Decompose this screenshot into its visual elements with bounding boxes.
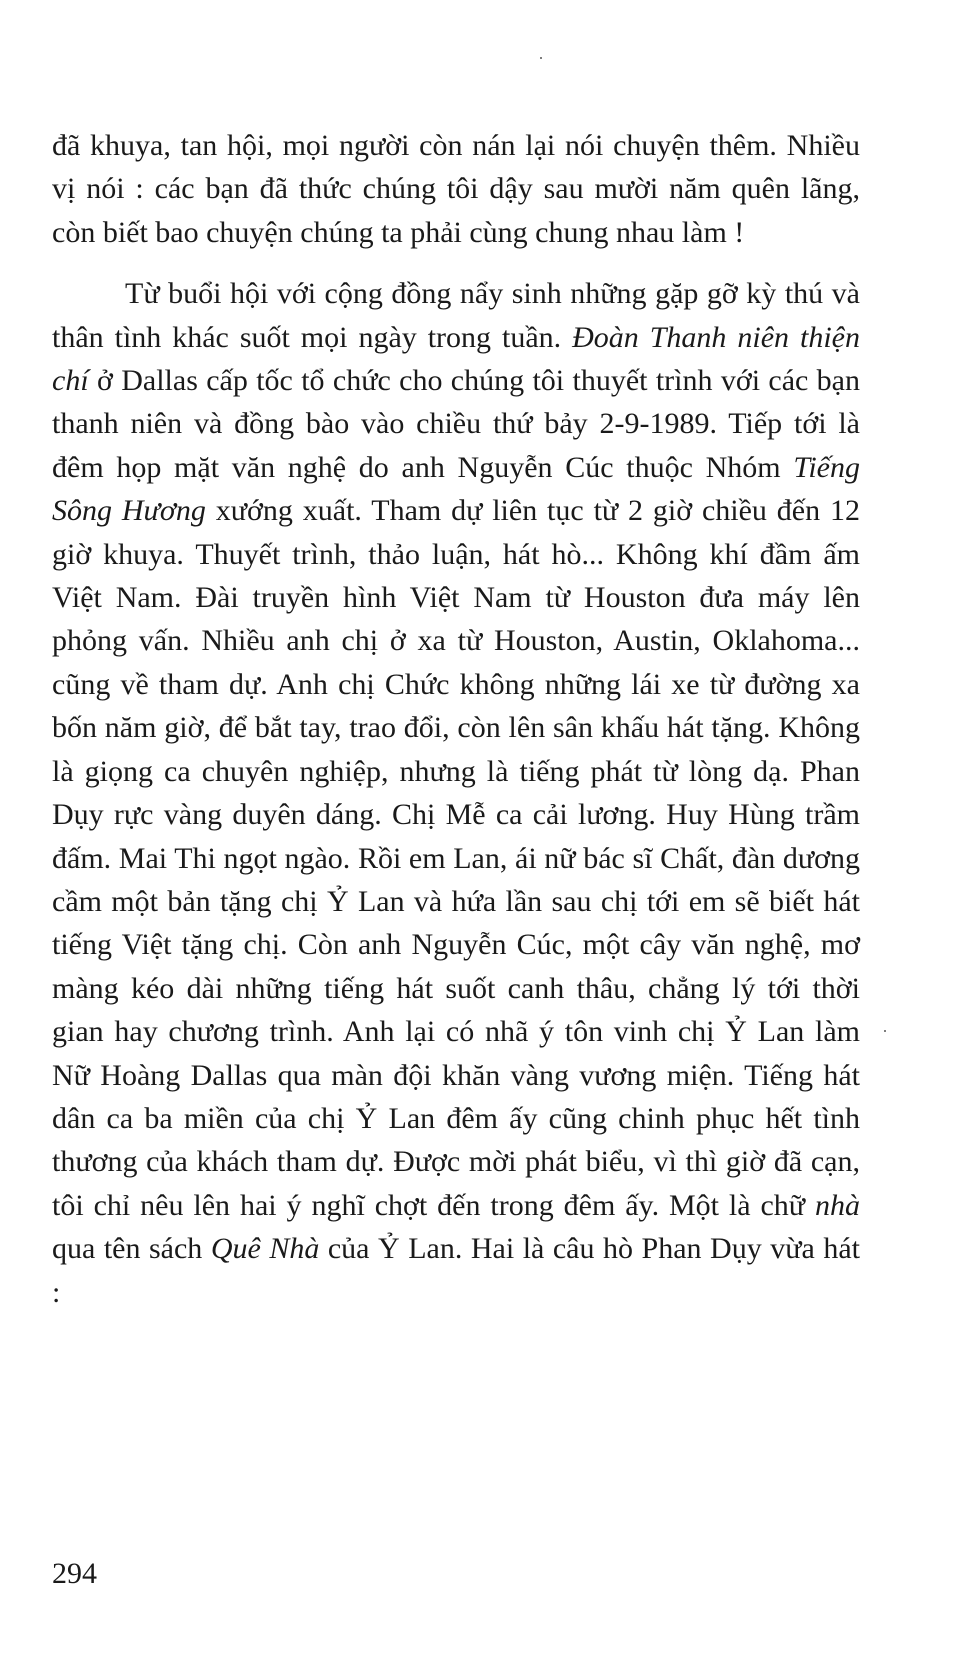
text-segment: qua tên sách: [52, 1232, 211, 1266]
scan-speck: [540, 57, 542, 59]
text-segment: Từ buổi hội với cộng đồng nẩy sinh những gặp gỡ kỳ thú và thân tình khác suốt mọi ngày trong tuần.: [52, 277, 860, 354]
italic-word: nhà: [815, 1188, 860, 1222]
text-segment: xướng xuất. Tham dự liên tục từ 2 giờ chiều đến 12 giờ khuya. Thuyết trình, thảo luận, hát hò... Không khí đầm ấm Việt Nam. Đài truyền hình Việt Nam từ Houston đưa máy lên phỏng vấn. Nhiều anh chị ở xa từ Houston, Austin, Oklahoma... cũng về tham dự. Anh chị Chức không những lái xe từ đường xa bốn năm giờ, để bắt tay, trao đổi, còn lên sân khấu hát tặng. Không là giọng ca chuyên nghiệp, nhưng là tiếng phát từ lòng dạ. Phan Dụy rực vàng duyên dáng. Chị Mễ ca cải lương. Huy Hùng trầm đấm. Mai Thi ngọt ngào. Rồi em Lan, ái nữ bác sĩ Chất, đàn dương cầm một bản tặng chị Ỷ Lan và hứa lần sau chị tới em sẽ biết hát tiếng Việt tặng chị. Còn anh Nguyễn Cúc, một cây văn nghệ, mơ màng kéo dài những tiếng hát suốt canh thâu, chẳng lý tới thời gian hay chương trình. Anh lại có nhã ý tôn vinh chị Ỷ Lan làm Nữ Hoàng Dallas qua màn đội khăn vàng vương miện. Tiếng hát dân ca ba miền của chị Ỷ Lan đêm ấy cũng chinh phục hết tình thương của khách tham dự. Được mời phát biểu, vì thì giờ đã cạn, tôi chỉ nêu lên hai ý nghĩ chợt đến trong đêm ấy. Một là chữ: [52, 494, 860, 1222]
italic-title: Quê Nhà: [210, 1232, 320, 1266]
body-text: [52, 124, 860, 1314]
paragraph: [52, 124, 860, 254]
paragraph: [52, 272, 860, 1314]
page-number: 294: [52, 1557, 97, 1590]
text-segment: đã khuya, tan hội, mọi người còn nán lại nói chuyện thêm. Nhiều vị nói : các bạn đã thức chúng tôi dậy sau mười năm quên lãng, còn biết bao chuyện chúng ta phải cùng chung nhau làm !: [52, 129, 860, 249]
italic-title: Đoàn Thanh niên thiện chí: [52, 320, 860, 398]
scan-speck: [884, 1030, 886, 1032]
text-segment: của Ỷ Lan. Hai là câu hò Phan Dụy vừa hát :: [52, 1232, 860, 1309]
italic-title: Tiếng Sông Hương: [52, 450, 860, 528]
text-segment: ở Dallas cấp tốc tổ chức cho chúng tôi thuyết trình với các bạn thanh niên và đồng bào vào chiều thứ bảy 2-9-1989. Tiếp tới là đêm họp mặt văn nghệ do anh Nguyễn Cúc thuộc Nhóm: [52, 364, 860, 484]
